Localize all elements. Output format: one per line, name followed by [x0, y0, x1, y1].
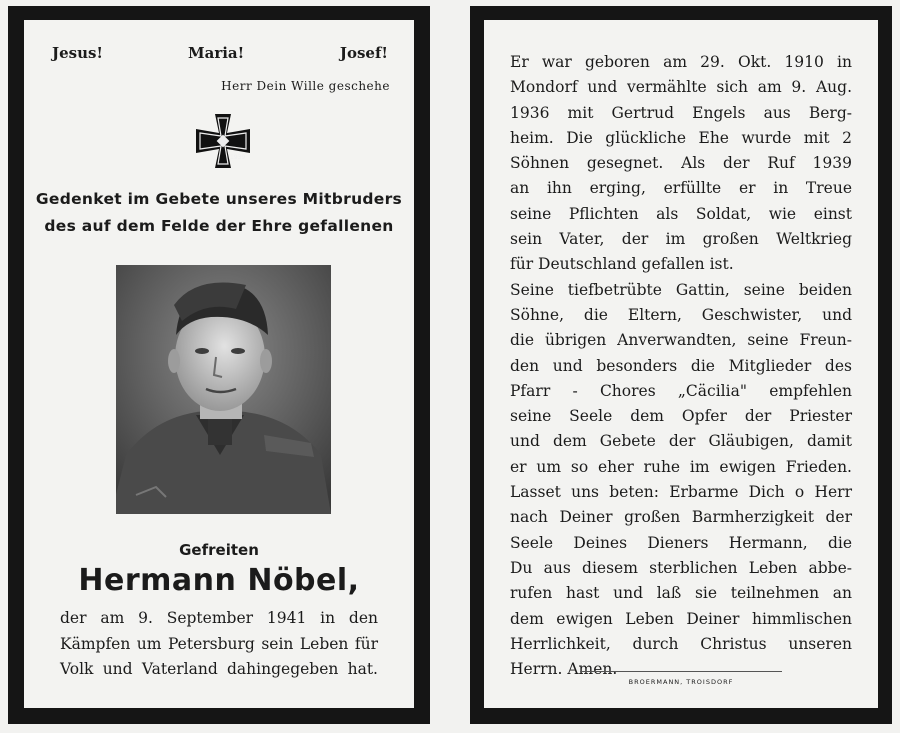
- text-line: Mondorf und vermählte sich am 9. Aug.: [510, 78, 852, 97]
- text-line: Seele Deines Dieners Hermann, die: [510, 533, 852, 552]
- text-line: Du aus diesem sterblichen Leben abbe-: [510, 558, 852, 577]
- text-line: Söhne, die Eltern, Geschwister, und: [510, 305, 852, 324]
- will-line: Herr Dein Wille geschehe: [221, 79, 390, 93]
- printer-divider: [580, 671, 782, 672]
- text-line: Lasset uns beten: Erbarme Dich o Herr: [510, 483, 852, 502]
- text-line: rufen hast und laß sie teilnehmen an: [510, 584, 852, 603]
- text-line: der am 9. September 1941 in den: [60, 609, 378, 627]
- text-line: und dem Gebete der Gläubigen, damit: [510, 432, 852, 451]
- text-line: 1936 mit Gertrud Engels aus Berg-: [510, 103, 852, 122]
- iron-cross-icon: [194, 112, 252, 170]
- heading-line: Gedenket im Gebete unseres Mitbruders: [35, 190, 403, 208]
- invocation-line: [24, 44, 414, 66]
- text-line: er um so eher ruhe im ewigen Frieden.: [510, 457, 852, 476]
- heading-line: des auf dem Felde der Ehre gefallenen: [44, 217, 394, 235]
- text-line: an ihn erging, erfüllte er in Treue: [510, 179, 852, 198]
- memorial-heading: [24, 186, 414, 240]
- memorial-card-back: [470, 6, 892, 724]
- text-line: Volk und Vaterland dahingegeben hat.: [60, 660, 378, 678]
- card-front-inner: [24, 20, 414, 708]
- invocation-jesus: Jesus!: [52, 44, 104, 62]
- rank-label: Gefreiten: [179, 541, 259, 559]
- death-notice: [60, 606, 378, 683]
- deceased-name: Hermann Nöbel,: [78, 563, 360, 598]
- text-line: Söhnen gesegnet. Als der Ruf 1939: [510, 154, 852, 173]
- card-back-inner: [484, 20, 878, 708]
- text-line: nach Deiner großen Barmherzigkeit der: [510, 508, 852, 527]
- text-line: seine Seele dem Opfer der Priester: [510, 407, 852, 426]
- text-line: dem ewigen Leben Deiner himmlischen: [510, 609, 852, 628]
- memorial-card-front: [8, 6, 430, 724]
- text-line: Herrn. Amen.: [510, 660, 618, 679]
- text-line: heim. Die glückliche Ehe wurde mit 2: [510, 128, 852, 147]
- text-line: die übrigen Anverwandten, seine Freun-: [510, 331, 852, 350]
- text-line: seine Pflichten als Soldat, wie einst: [510, 204, 852, 223]
- text-line: für Deutschland gefallen ist.: [510, 255, 734, 274]
- cross-year: 1939: [230, 154, 246, 161]
- text-line: Er war geboren am 29. Okt. 1910 in: [510, 53, 852, 71]
- text-line: Seine tiefbetrübte Gattin, seine beiden: [510, 280, 852, 299]
- biography-text: [510, 50, 852, 682]
- text-line: Kämpfen um Petersburg sein Leben für: [60, 634, 378, 653]
- text-line: Herrlichkeit, durch Christus unseren: [510, 634, 852, 653]
- invocation-josef: Josef!: [339, 44, 388, 62]
- soldier-portrait: [116, 265, 331, 514]
- printer-credit: BROERMANN, TROISDORF: [628, 678, 734, 686]
- invocation-maria: Maria!: [188, 44, 245, 62]
- text-line: sein Vater, der im großen Weltkrieg: [510, 230, 852, 249]
- text-line: Pfarr - Chores „Cäcilia" empfehlen: [510, 381, 852, 400]
- text-line: den und besonders die Mitglieder des: [510, 356, 852, 375]
